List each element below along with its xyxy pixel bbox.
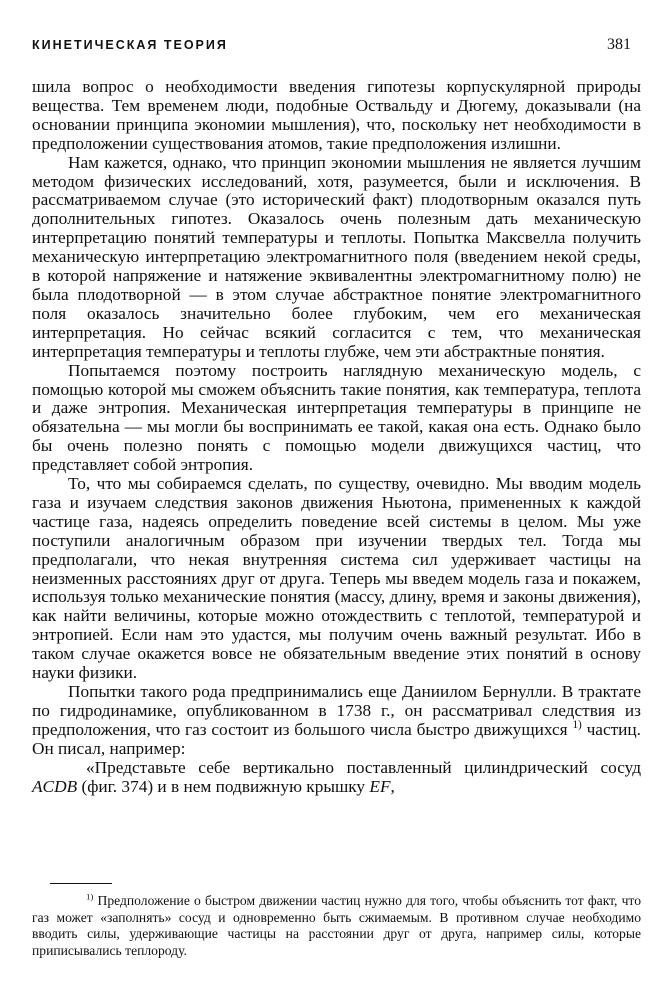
page-number: 381 [607, 36, 631, 53]
paragraph-5 [32, 683, 641, 759]
body-text [32, 78, 641, 796]
page-header [32, 36, 631, 58]
quote-text-1: «Представьте себе вертикально поставленный цилиндрический сосуд [86, 757, 641, 777]
paragraph-4: То, что мы собираемся сделать, по существу, очевидно. Мы вводим модель газа и изучаем следствия законов движения Ньютона, примененных к каждой частице газа, надеясь определить поведение всей системы в целом. Мы уже поступили аналогичным образом при изучении твердых тел. Тогда мы предполагали, что некая внутренняя система сил удерживает частицы на неизменных расстояниях друг от друга. Теперь мы введем модель газа и покажем, используя только механические понятия (массу, длину, время и законы движения), как найти величины, которые можно отождествить с теплотой, температурой и энтропией. Если нам это удастся, мы получим очень важный результат. Ибо в таком случае окажется вовсе не обязательным введение этих понятий в основу науки физики. [32, 474, 641, 683]
quote-paragraph [32, 759, 641, 797]
quote-text-3: , [390, 776, 395, 796]
label-ef: EF [369, 776, 391, 796]
footnote-mark: 1) [86, 891, 94, 902]
label-acdb: ACDB [32, 776, 78, 796]
running-head: КИНЕТИЧЕСКАЯ ТЕОРИЯ [32, 38, 228, 52]
paragraph-2: Нам кажется, однако, что принцип экономии мышления не является лучшим методом физических исследований, хотя, разумеется, были и исключения. В рассматриваемом случае (это исторический факт) плодотворным оказался путь дополнительных гипотез. Оказалось очень полезным дать механическую интерпретацию понятий температуры и теплоты. Попытка Максвелла получить механическую интерпретацию электромагнитного поля (введением некой среды, в которой напряжение и натяжение эквивалентны электромагнитному полю) не была плодотворной — в этом случае абстрактное понятие электромагнитного поля оказалось значительно более глубоким, чем его механическая интерпретация. Но сейчас всякий согласится с тем, что механическая интерпретация температуры и теплоты глубже, чем эти абстрактные понятия. [32, 152, 641, 361]
paragraph-3: Попытаемся поэтому построить наглядную механическую модель, с помощью которой мы сможем объяснить такие понятия, как температура, теплота и даже энтропия. Механическая интерпретация температуры в принципе не обязательна — мы могли бы воспринимать ее такой, какая она есть. Однако было бы очень полезно понять с помощью модели движущихся частиц, что представляет собой энтропия. [32, 360, 641, 475]
footnote [32, 893, 641, 959]
paragraph-1: шила вопрос о необходимости введения гипотезы корпускулярной природы вещества. Тем временем люди, подобные Оствальду и Дюгему, доказывали (на основании принципа экономии мышления), что, поскольку нет необходимости в предположении существования атомов, такие предположения излишни. [32, 77, 641, 153]
paragraph-5-text-end: частиц. Он писал, например: [32, 719, 641, 758]
paragraph-5-text: Попытки такого рода предпринимались еще Даниилом Бернулли. В трактате по гидродинамике, опубликованном в 1738 г., он рассматривал следствия из предположения, что газ состоит из большого числа быстро движущихся [32, 682, 641, 739]
footnote-reference: 1) [572, 719, 582, 732]
quote-text-2: (фиг. 374) и в нем подвижную крышку [81, 776, 366, 796]
footnote-divider [50, 883, 112, 884]
footnote-text: Предположение о быстром движении частиц нужно для того, чтобы объяснить тот факт, что газ может «заполнять» сосуд и одновременно быть сжимаемым. В противном случае необходимо вводить силы, удерживающие частицы на расстоянии друг от друга, например силы, которые приписывались теплороду. [32, 893, 641, 958]
